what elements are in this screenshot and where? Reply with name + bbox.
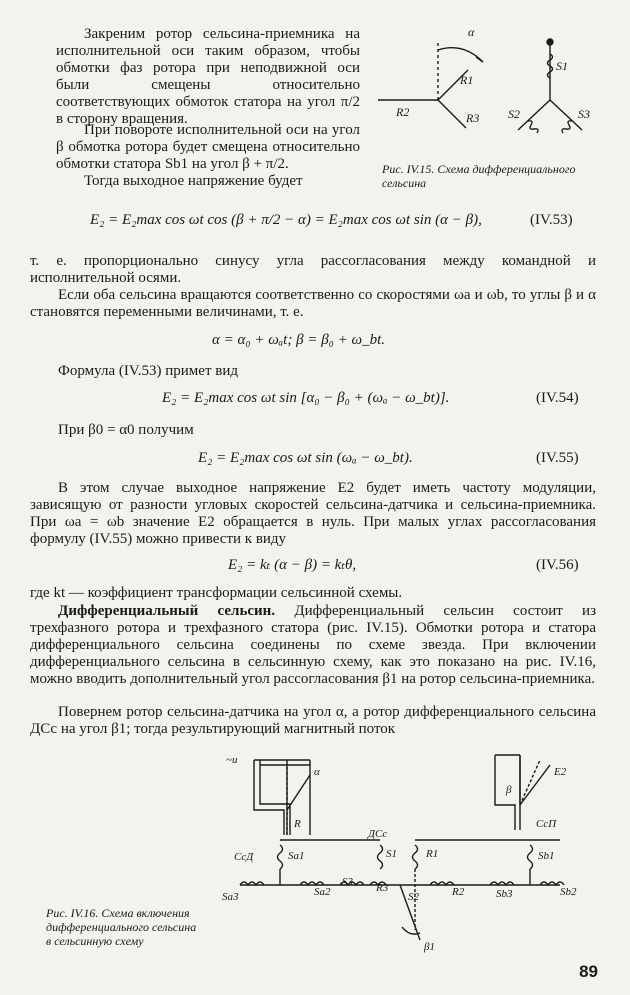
formula-angles: α = α₀ + ωₐt; β = β₀ + ω_bt. bbox=[212, 332, 386, 348]
label-r2: R2 bbox=[396, 105, 410, 119]
paragraph bbox=[30, 603, 596, 688]
label-s2: S2 bbox=[408, 891, 419, 903]
label-r3: R3 bbox=[466, 111, 480, 125]
label-beta: β bbox=[506, 784, 512, 796]
label-u: ~u bbox=[226, 754, 238, 766]
label-sb1: Sb1 bbox=[538, 850, 555, 862]
label-sa1: Sa1 bbox=[288, 850, 305, 862]
paragraph: Формула (IV.53) примет вид bbox=[58, 363, 238, 379]
paragraph: В этом случае выходное напряжение E2 будет иметь частоту модуляции, зависящую от разности угловых скоростей сельсина-датчика и сельсина-приемника. При ωa = ωb значение E2 обращается в нуль. При малых углах рассогласования формулу (IV.55) можно привести к виду bbox=[30, 480, 596, 547]
figure-iv16-caption: Рис. IV.16. Схема включения дифференциального сельсина в сельсинную схему bbox=[46, 906, 197, 948]
paragraph-body: Дифференциальный сельсин состоит из трехфазного ротора и трехфазного статора (рис. IV.15). Обмотки ротора и статора дифференциального сельсина соединены по схеме звезда. При включении дифференциального сельсина в сельсинную схему, как это показано на рис. IV.16, можно вводить дополнительный угол рассогласования β1 на ротор сельсина-приемника. bbox=[30, 603, 597, 687]
paragraph: Если оба сельсина вращаются соответственно со скоростями ωa и ωb, то углы β и α становятся переменными величинами, т. е. bbox=[30, 287, 596, 320]
paragraph: Тогда выходное напряжение будет bbox=[84, 173, 303, 189]
label-ssd: СсД bbox=[234, 851, 254, 863]
label-r2: R2 bbox=[452, 886, 465, 898]
label-alpha: α bbox=[314, 766, 320, 778]
label-s3: S3 bbox=[342, 876, 353, 888]
figure-iv15-caption: Рис. IV.15. Схема дифференциального сельсина bbox=[382, 162, 576, 190]
section-heading: Дифференциальный сельсин. bbox=[58, 603, 276, 619]
paragraph: Повернем ротор сельсина-датчика на угол α, а ротор дифференциального сельсина ДСс на угол β1; тогда результирующий магнитный поток bbox=[30, 704, 596, 737]
paragraph: где kt — коэффициент трансформации сельсинной схемы. bbox=[30, 585, 403, 601]
formula-iv56: E₂ = kₜ (α − β) = kₜθ, bbox=[228, 557, 357, 573]
label-dss: ДСс bbox=[368, 828, 388, 840]
label-r1: R1 bbox=[426, 848, 439, 860]
page-number: 89 bbox=[579, 962, 598, 981]
equation-number: (IV.53) bbox=[530, 212, 573, 228]
formula-iv54: E₂ = E₂max cos ωt sin [α₀ − β₀ + (ωₐ − ω_bt)]. bbox=[162, 390, 450, 406]
label-sb3: Sb3 bbox=[496, 888, 513, 900]
equation-number: (IV.56) bbox=[536, 557, 579, 573]
formula-iv53: E₂ = E₂max cos ωt cos (β + π/2 − α) = E₂max cos ωt sin (α − β), bbox=[90, 212, 482, 228]
label-s1: S1 bbox=[556, 59, 568, 73]
label-s2: S2 bbox=[508, 107, 520, 121]
paragraph: Закреним ротор сельсина-приемника на исполнительной оси таким образом, чтобы обмотки фаз ротора при неподвижной оси были смещены относительно соответствующих обмоток статора на угол π/2 в сторону вращения. bbox=[56, 26, 360, 127]
label-s3: S3 bbox=[578, 107, 590, 121]
label-sb2: Sb2 bbox=[560, 886, 577, 898]
label-alpha: α bbox=[468, 25, 475, 39]
label-e2: E2 bbox=[554, 766, 567, 778]
figure-iv15-diagram bbox=[368, 22, 608, 162]
label-r1: R1 bbox=[460, 73, 474, 87]
equation-number: (IV.54) bbox=[536, 390, 579, 406]
paragraph: При β0 = α0 получим bbox=[58, 422, 194, 438]
paragraph: т. е. пропорционально синусу угла рассогласования между командной и исполнительной осями. bbox=[30, 253, 596, 286]
formula-iv55: E₂ = E₂max cos ωt sin (ωₐ − ω_bt). bbox=[198, 450, 413, 466]
label-r3: R3 bbox=[376, 882, 389, 894]
label-ssp: СсП bbox=[536, 818, 557, 830]
label-s1: S1 bbox=[386, 848, 397, 860]
paragraph: При повороте исполнительной оси на угол β обмотка ротора будет смещена относительно обмотки статора Sb1 на угол β + π/2. bbox=[56, 122, 360, 172]
label-sa2: Sa2 bbox=[314, 886, 331, 898]
label-beta1: β1 bbox=[424, 941, 435, 953]
label-sa3: Sa3 bbox=[222, 891, 239, 903]
equation-number: (IV.55) bbox=[536, 450, 579, 466]
figure-iv16-diagram bbox=[220, 745, 600, 960]
label-r: R bbox=[294, 818, 301, 830]
